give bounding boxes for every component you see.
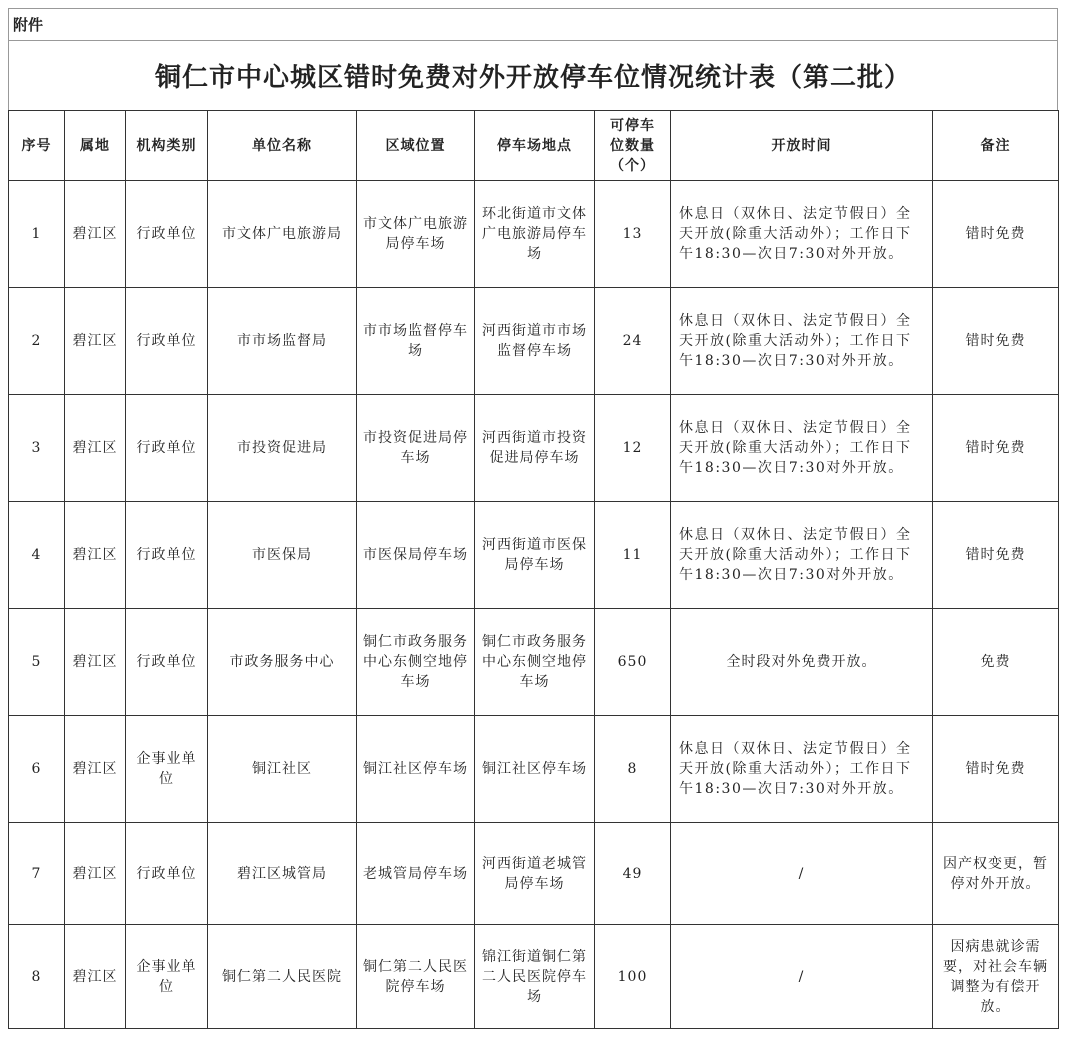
cell-area: 碧江区 — [65, 181, 126, 288]
cell-area: 碧江区 — [65, 925, 126, 1029]
col-header-no: 序号 — [9, 111, 65, 181]
cell-unit: 市文体广电旅游局 — [208, 181, 357, 288]
cell-area: 碧江区 — [65, 502, 126, 609]
cell-unit: 市投资促进局 — [208, 395, 357, 502]
cell-area: 碧江区 — [65, 823, 126, 925]
cell-spaces: 11 — [595, 502, 671, 609]
document-sheet — [8, 8, 1058, 1029]
table-row — [9, 925, 1059, 1029]
cell-hours: 休息日（双休日、法定节假日）全天开放(除重大活动外）；工作日下午18:30—次日7:30对外开放。 — [671, 502, 933, 609]
cell-type: 企事业单位 — [126, 925, 208, 1029]
cell-hours: 休息日（双休日、法定节假日）全天开放(除重大活动外）；工作日下午18:30—次日7:30对外开放。 — [671, 716, 933, 823]
cell-unit: 市市场监督局 — [208, 288, 357, 395]
cell-note: 错时免费 — [933, 395, 1059, 502]
col-header-unit: 单位名称 — [208, 111, 357, 181]
cell-type: 行政单位 — [126, 609, 208, 716]
cell-no: 5 — [9, 609, 65, 716]
col-header-hours: 开放时间 — [671, 111, 933, 181]
cell-unit: 铜仁第二人民医院 — [208, 925, 357, 1029]
col-header-type: 机构类别 — [126, 111, 208, 181]
cell-zone: 市文体广电旅游局停车场 — [357, 181, 475, 288]
cell-hours: 休息日（双休日、法定节假日）全天开放(除重大活动外）；工作日下午18:30—次日7:30对外开放。 — [671, 181, 933, 288]
table-row — [9, 609, 1059, 716]
cell-location: 铜江社区停车场 — [475, 716, 595, 823]
col-header-zone: 区域位置 — [357, 111, 475, 181]
table-row — [9, 502, 1059, 609]
cell-location: 河西街道市医保局停车场 — [475, 502, 595, 609]
cell-zone: 铜仁第二人民医院停车场 — [357, 925, 475, 1029]
cell-unit: 市医保局 — [208, 502, 357, 609]
cell-note: 免费 — [933, 609, 1059, 716]
cell-type: 企事业单位 — [126, 716, 208, 823]
cell-no: 4 — [9, 502, 65, 609]
cell-spaces: 100 — [595, 925, 671, 1029]
cell-zone: 老城管局停车场 — [357, 823, 475, 925]
cell-area: 碧江区 — [65, 716, 126, 823]
cell-note: 错时免费 — [933, 716, 1059, 823]
cell-type: 行政单位 — [126, 823, 208, 925]
table-row — [9, 181, 1059, 288]
cell-type: 行政单位 — [126, 288, 208, 395]
cell-no: 7 — [9, 823, 65, 925]
cell-no: 2 — [9, 288, 65, 395]
cell-no: 8 — [9, 925, 65, 1029]
cell-note: 错时免费 — [933, 502, 1059, 609]
cell-zone: 铜江社区停车场 — [357, 716, 475, 823]
cell-hours: / — [671, 925, 933, 1029]
cell-note: 错时免费 — [933, 181, 1059, 288]
col-header-spaces: 可停车位数量（个） — [595, 111, 671, 181]
cell-note: 错时免费 — [933, 288, 1059, 395]
cell-no: 3 — [9, 395, 65, 502]
cell-no: 1 — [9, 181, 65, 288]
col-header-area: 属地 — [65, 111, 126, 181]
table-row — [9, 395, 1059, 502]
cell-hours: 休息日（双休日、法定节假日）全天开放(除重大活动外）；工作日下午18:30—次日7:30对外开放。 — [671, 395, 933, 502]
col-header-note: 备注 — [933, 111, 1059, 181]
cell-unit: 铜江社区 — [208, 716, 357, 823]
cell-location: 锦江街道铜仁第二人民医院停车场 — [475, 925, 595, 1029]
cell-area: 碧江区 — [65, 609, 126, 716]
cell-spaces: 49 — [595, 823, 671, 925]
table-row — [9, 823, 1059, 925]
cell-zone: 市医保局停车场 — [357, 502, 475, 609]
cell-location: 环北街道市文体广电旅游局停车场 — [475, 181, 595, 288]
cell-hours: / — [671, 823, 933, 925]
table-row — [9, 288, 1059, 395]
cell-hours: 全时段对外免费开放。 — [671, 609, 933, 716]
parking-table — [8, 110, 1059, 1029]
cell-zone: 市市场监督停车场 — [357, 288, 475, 395]
cell-note: 因产权变更，暂停对外开放。 — [933, 823, 1059, 925]
cell-area: 碧江区 — [65, 288, 126, 395]
cell-location: 河西街道市投资促进局停车场 — [475, 395, 595, 502]
cell-location: 铜仁市政务服务中心东侧空地停车场 — [475, 609, 595, 716]
cell-area: 碧江区 — [65, 395, 126, 502]
header-row — [9, 111, 1059, 181]
cell-type: 行政单位 — [126, 502, 208, 609]
cell-spaces: 13 — [595, 181, 671, 288]
col-header-location: 停车场地点 — [475, 111, 595, 181]
attachment-label: 附件 — [8, 8, 1058, 40]
cell-spaces: 650 — [595, 609, 671, 716]
cell-hours: 休息日（双休日、法定节假日）全天开放(除重大活动外）；工作日下午18:30—次日7:30对外开放。 — [671, 288, 933, 395]
cell-zone: 市投资促进局停车场 — [357, 395, 475, 502]
cell-note: 因病患就诊需要，对社会车辆调整为有偿开放。 — [933, 925, 1059, 1029]
table-row — [9, 716, 1059, 823]
cell-location: 河西街道老城管局停车场 — [475, 823, 595, 925]
cell-spaces: 8 — [595, 716, 671, 823]
cell-unit: 市政务服务中心 — [208, 609, 357, 716]
cell-no: 6 — [9, 716, 65, 823]
cell-unit: 碧江区城管局 — [208, 823, 357, 925]
document-title: 铜仁市中心城区错时免费对外开放停车位情况统计表（第二批） — [8, 40, 1058, 110]
cell-location: 河西街道市市场监督停车场 — [475, 288, 595, 395]
cell-spaces: 12 — [595, 395, 671, 502]
cell-type: 行政单位 — [126, 181, 208, 288]
cell-spaces: 24 — [595, 288, 671, 395]
cell-type: 行政单位 — [126, 395, 208, 502]
cell-zone: 铜仁市政务服务中心东侧空地停车场 — [357, 609, 475, 716]
